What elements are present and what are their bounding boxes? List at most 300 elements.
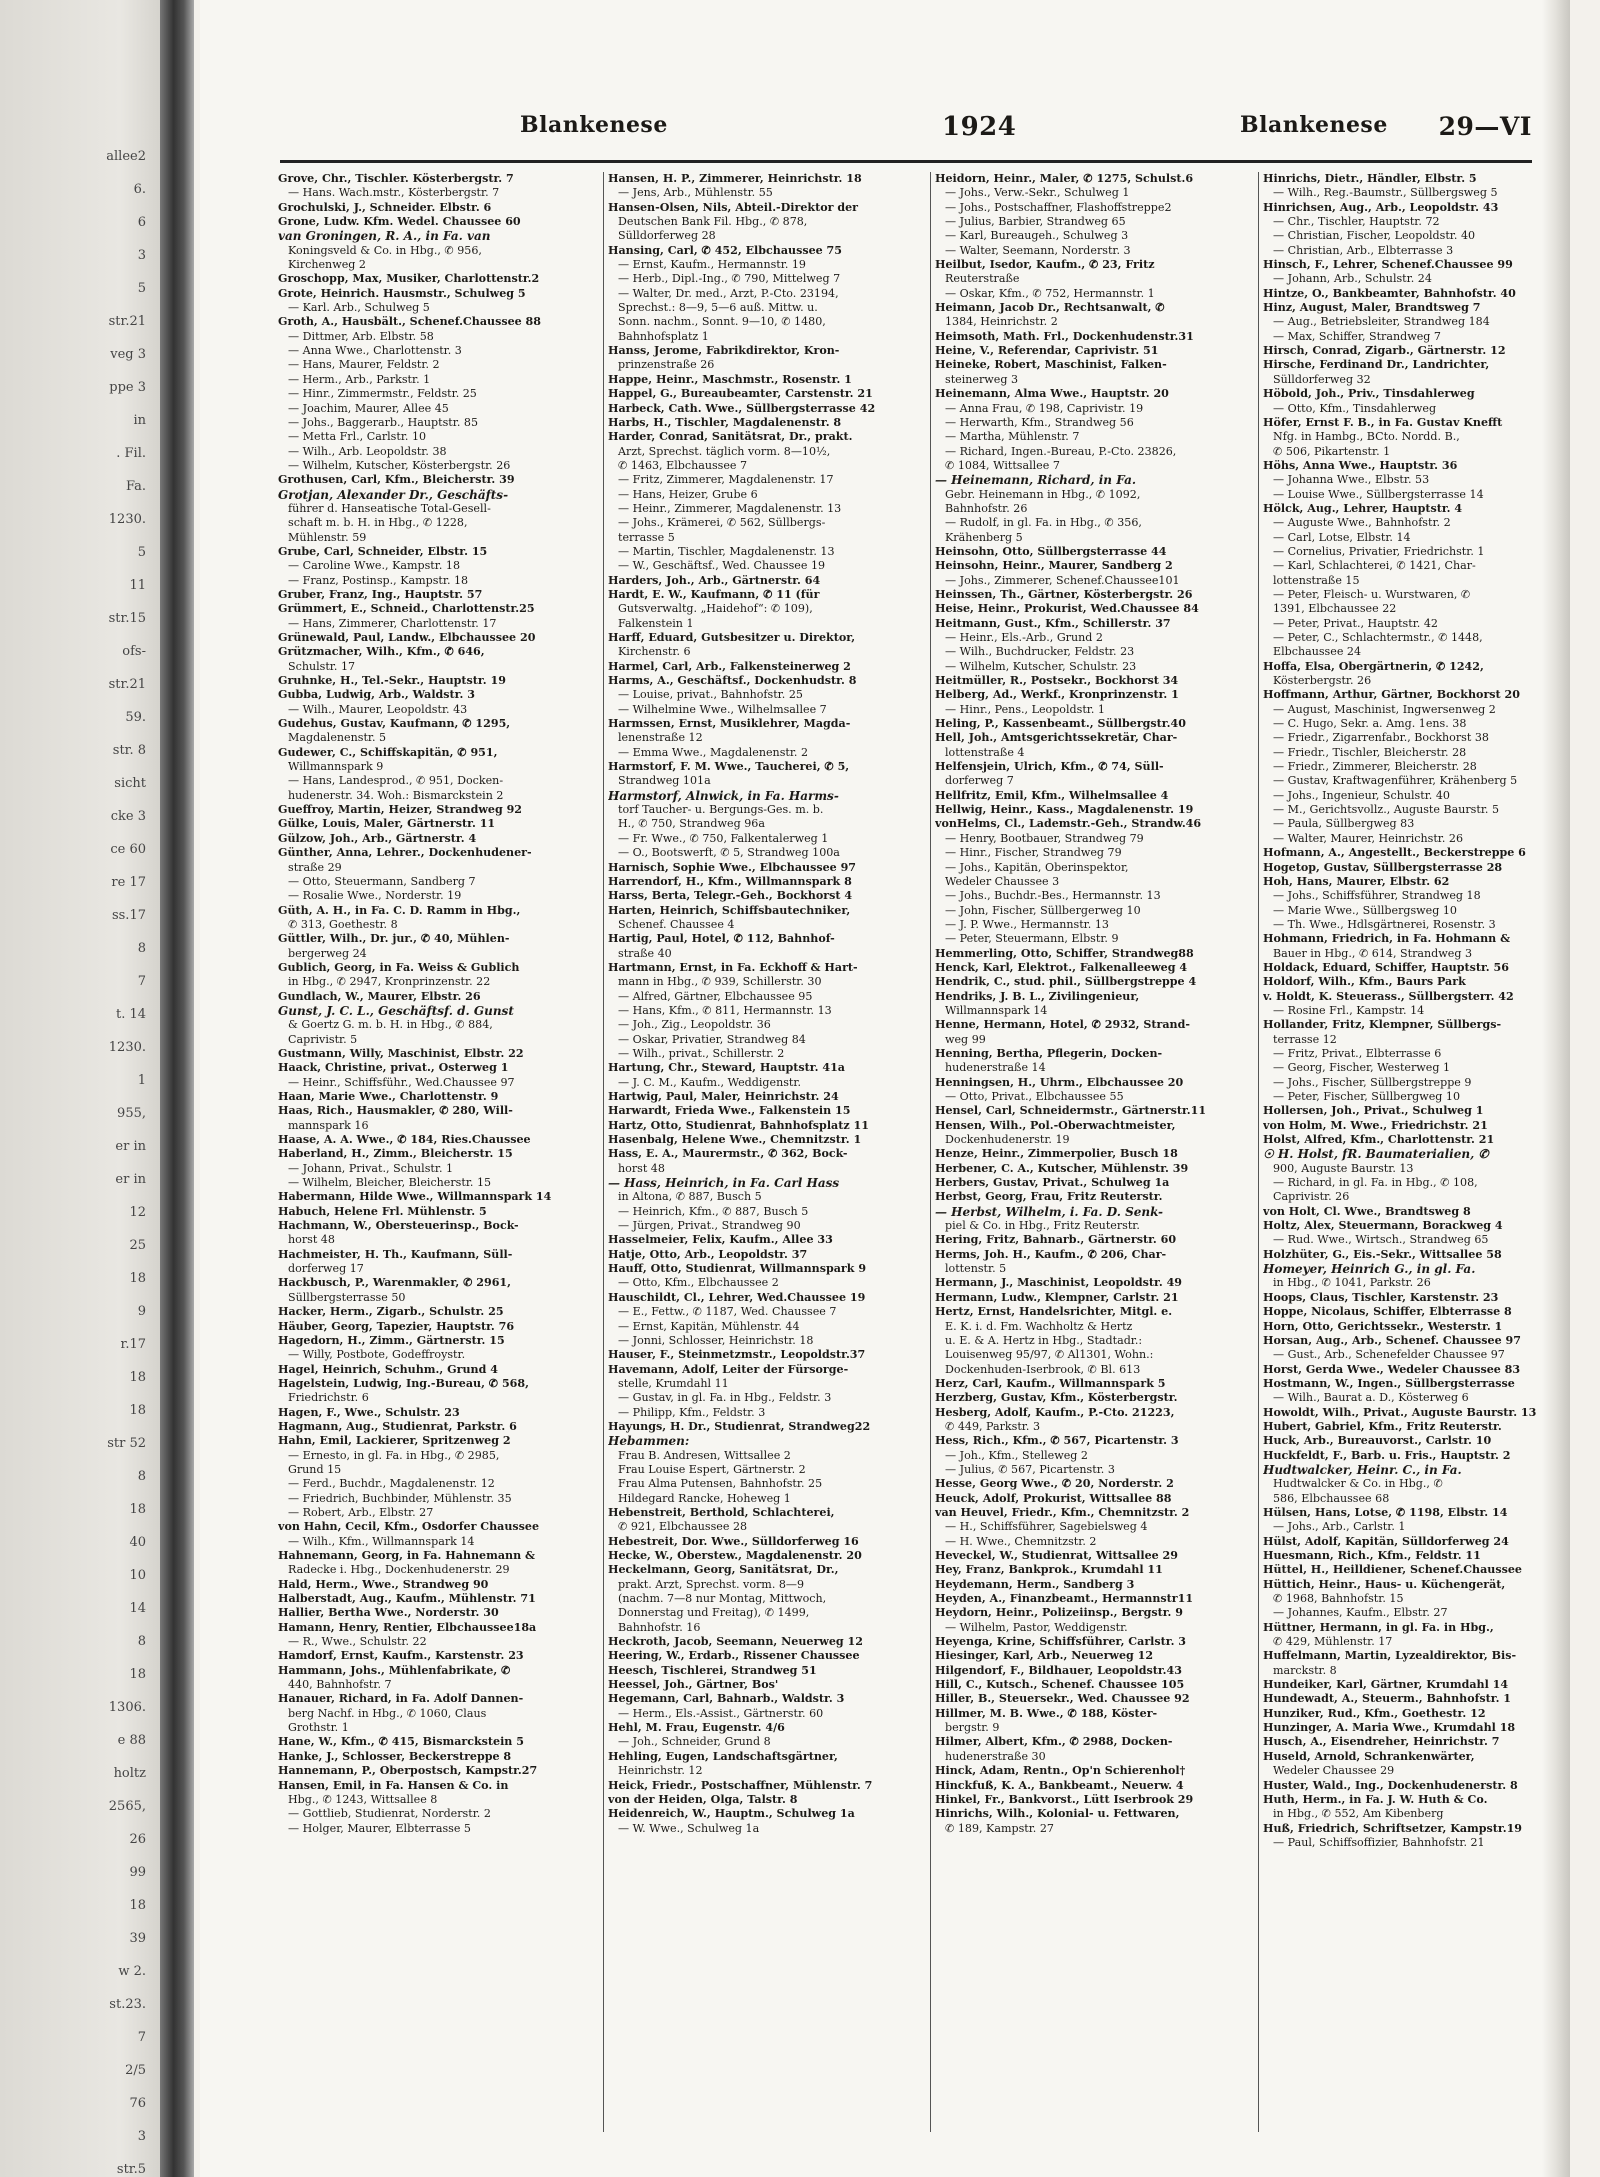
directory-entry: Heimann, Jacob Dr., Rechtsanwalt, ✆ [935,301,1165,315]
directory-entry: u. E. & A. Hertz in Hbg., Stadtadr.: [945,1333,1143,1347]
facing-page-fragment: 5 [137,281,146,296]
directory-entry: Harms, A., Geschäftsf., Dockenhudstr. 8 [608,674,857,688]
directory-entry: Radecke i. Hbg., Dockenhudenerstr. 29 [288,1563,510,1577]
directory-entry: Heinssen, Th., Gärtner, Kösterbergstr. 26 [935,587,1193,601]
directory-entry: Grochulski, J., Schneider. Elbstr. 6 [278,200,492,214]
directory-entry: Herbst, Georg, Frau, Fritz Reuterstr. [935,1190,1163,1204]
directory-entry: — Peter, Privat., Hauptstr. 42 [1273,616,1438,630]
directory-columns [278,172,1578,2132]
directory-entry: Heinrichstr. 12 [618,1764,703,1778]
directory-entry: Hostmann, W., Ingen., Süllbergsterrasse [1263,1376,1515,1390]
directory-entry: Dockenhuden-Iserbrook, ✆ Bl. 613 [945,1362,1141,1376]
directory-entry: Bauer in Hbg., ✆ 614, Strandweg 3 [1273,946,1472,960]
directory-entry: Herzberg, Gustav, Kfm., Kösterbergstr. [935,1391,1178,1405]
directory-entry: Hehling, Eugen, Landschaftsgärtner, [608,1749,838,1763]
directory-entry: — Rud. Wwe., Wirtsch., Strandweg 65 [1273,1233,1489,1247]
directory-entry: Holst, Alfred, Kfm., Charlottenstr. 21 [1263,1133,1495,1147]
directory-entry: — Wilh., Arb. Leopoldstr. 38 [288,444,447,458]
directory-entry: lottenstr. 5 [945,1262,1007,1276]
directory-entry: führer d. Hanseatische Total-Gesell- [288,501,491,515]
directory-entry: Hartung, Chr., Steward, Hauptstr. 41a [608,1061,845,1075]
directory-entry: Grothusen, Carl, Kfm., Bleicherstr. 39 [278,473,515,487]
directory-entry: Hebenstreit, Berthold, Schlachterei, [608,1505,835,1519]
directory-entry: — Friedr., Tischler, Bleicherstr. 28 [1273,745,1467,759]
directory-entry: horst 48 [618,1161,665,1175]
directory-column-2 [603,172,926,2132]
directory-entry: Heydemann, Herm., Sandberg 3 [935,1577,1135,1591]
directory-entry: hudenerstraße 14 [945,1061,1046,1075]
directory-entry: — Emma Wwe., Magdalenenstr. 2 [618,745,809,759]
directory-entry: von Hahn, Cecil, Kfm., Osdorfer Chaussee [278,1520,540,1534]
directory-entry: Reuterstraße [945,272,1020,286]
facing-page-fragment: 99 [129,1865,146,1880]
directory-entry: Heinemann, Alma Wwe., Hauptstr. 20 [935,387,1169,401]
directory-entry: Hendriks, J. B. L., Zivilingenieur, [935,989,1140,1003]
directory-entry: — Anna Frau, ✆ 198, Caprivistr. 19 [945,401,1144,415]
directory-entry: Heckroth, Jacob, Seemann, Neuerweg 12 [608,1635,863,1649]
facing-page-fragment: 10 [129,1568,146,1583]
directory-entry: 586, Elbchaussee 68 [1273,1491,1390,1505]
directory-entry: — Ernst, Kapitän, Mühlenstr. 44 [618,1319,800,1333]
directory-entry: Huth, Herm., in Fa. J. W. Huth & Co. [1263,1792,1488,1806]
directory-entry: Hahnemann, Georg, in Fa. Hahnemann & [278,1549,536,1562]
directory-entry: Hermann, J., Maschinist, Leopoldstr. 49 [935,1276,1183,1290]
directory-entry: — Johs., Zimmerer, Schenef.Chaussee101 [945,573,1180,587]
directory-entry: Holzhüter, G., Eis.-Sekr., Wittsallee 58 [1263,1247,1502,1261]
directory-entry: — Wilhelm, Kutscher, Schulstr. 23 [945,659,1137,673]
directory-entry: Hess, Rich., Kfm., ✆ 567, Picartenstr. 3 [935,1434,1179,1448]
directory-entry: von Holt, Cl. Wwe., Brandtsweg 8 [1263,1204,1471,1218]
directory-entry: — Otto, Kfm., Tinsdahlerweg [1273,401,1437,415]
directory-entry: berg Nachf. in Hbg., ✆ 1060, Claus [288,1706,487,1720]
directory-entry: Hinrichs, Dietr., Händler, Elbstr. 5 [1263,172,1477,185]
header-locality-right: Blankenese [1240,112,1388,138]
directory-entry: (nachm. 7—8 nur Montag, Mittwoch, [618,1592,827,1606]
directory-entry: Hensel, Carl, Schneidermstr., Gärtnerstr.11 [935,1104,1207,1118]
directory-entry: Gudewer, C., Schiffskapitän, ✆ 951, [278,745,498,759]
directory-entry: Heyden, A., Finanzbeamt., Hermannstr11 [935,1592,1194,1606]
book-gutter [160,0,194,2177]
directory-entry: Hiesinger, Karl, Arb., Neuerweg 12 [935,1649,1154,1663]
directory-entry: — Martin, Tischler, Magdalenenstr. 13 [618,544,835,558]
facing-page-fragment: in [133,413,146,428]
directory-entry: Hecke, W., Oberstew., Magdalenenstr. 20 [608,1549,862,1562]
directory-entry: Henningsen, H., Uhrm., Elbchaussee 20 [935,1075,1184,1089]
directory-entry: — Christian, Arb., Elbterrasse 3 [1273,243,1454,257]
directory-entry: Grote, Heinrich. Hausmstr., Schulweg 5 [278,286,526,300]
directory-entry: ✆ 449, Parkstr. 3 [945,1419,1041,1433]
directory-entry: piel & Co. in Hbg., Fritz Reuterstr. [945,1219,1140,1233]
directory-entry: Harder, Conrad, Sanitätsrat, Dr., prakt. [608,430,853,444]
facing-page-fragment: 1 [137,1073,146,1088]
directory-entry: Hachmeister, H. Th., Kaufmann, Süll- [278,1247,513,1261]
directory-entry: — Karl, Schlachterei, ✆ 1421, Char- [1273,559,1476,573]
directory-entry: — Julius, ✆ 567, Picartenstr. 3 [945,1462,1115,1476]
directory-entry: Halberstadt, Aug., Kaufm., Mühlenstr. 71 [278,1592,536,1606]
directory-entry: — Wilhelm, Bleicher, Bleicherstr. 15 [288,1176,492,1190]
directory-entry: — Fritz, Privat., Elbterrasse 6 [1273,1046,1442,1060]
facing-page-fragment: w 2. [118,1964,146,1979]
facing-page-fragment: t. 14 [115,1007,146,1022]
directory-entry: Groschopp, Max, Musiker, Charlottenstr.2 [278,272,540,286]
facing-page-fragment: 7 [137,974,146,989]
directory-entry: Harbeck, Cath. Wwe., Süllbergsterrasse 42 [608,401,876,415]
directory-entry: Hell, Joh., Amtsgerichtssekretär, Char- [935,731,1178,745]
facing-page-fragment: sicht [114,776,146,791]
directory-entry: Heinsohn, Otto, Süllbergsterrasse 44 [935,544,1167,558]
directory-entry: Grotjan, Alexander Dr., Geschäfts- [278,487,509,502]
directory-entry: Havemann, Adolf, Leiter der Fürsorge- [608,1362,849,1376]
directory-entry: Huseld, Arnold, Schrankenwärter, [1263,1749,1475,1763]
directory-entry: Günther, Anna, Lehrer., Dockenhudener- [278,846,532,860]
directory-entry: — Wilhelmine Wwe., Wilhelmsallee 7 [618,702,827,716]
directory-entry: Hanauer, Richard, in Fa. Adolf Dannen- [278,1692,524,1706]
directory-entry: Hauser, F., Steinmetzmstr., Leopoldstr.37 [608,1348,866,1362]
directory-entry: — Ferd., Buchdr., Magdalenenstr. 12 [288,1477,495,1491]
directory-entry: Sonn. nachm., Sonnt. 9—10, ✆ 1480, [618,315,826,329]
directory-entry: — Johs., Fischer, Süllbergstreppe 9 [1273,1075,1472,1089]
directory-entry: — Oskar, Kfm., ✆ 752, Hermannstr. 1 [945,286,1155,300]
facing-page-fragment: 14 [129,1601,146,1616]
directory-entry: Sprechst.: 8—9, 5—6 auß. Mittw. u. [618,301,818,315]
directory-entry: prinzenstraße 26 [618,358,715,372]
directory-entry: Harmssen, Ernst, Musiklehrer, Magda- [608,717,851,731]
facing-page-fragment: 18 [129,1898,146,1913]
directory-entry: Elbchaussee 24 [1273,645,1362,659]
directory-entry: — Wilh., Maurer, Leopoldstr. 43 [288,702,468,716]
directory-entry: Arzt, Sprechst. täglich vorm. 8—10½, [618,444,831,458]
directory-entry: Husch, A., Eisendreher, Heinrichstr. 7 [1263,1735,1500,1749]
directory-entry: Hane, W., Kfm., ✆ 415, Bismarckstein 5 [278,1735,524,1749]
directory-entry: — Heinr., Els.-Arb., Grund 2 [945,631,1103,644]
directory-entry: — M., Gerichtsvollz., Auguste Baurstr. 5 [1273,803,1500,817]
directory-entry: — Hass, Heinrich, in Fa. Carl Hass [608,1176,840,1191]
facing-page-fragment: 18 [129,1370,146,1385]
directory-entry: Herz, Carl, Kaufm., Willmannspark 5 [935,1376,1166,1390]
facing-page-fragment: 1230. [108,512,146,527]
facing-page-fragment: str. 8 [112,743,146,758]
directory-entry: Friedrichstr. 6 [288,1391,369,1405]
header-locality-left: Blankenese [520,112,668,138]
directory-entry: Hamann, Henry, Rentier, Elbchaussee18a [278,1620,537,1634]
directory-entry: von Holm, M. Wwe., Friedrichstr. 21 [1263,1118,1488,1132]
directory-entry: Heessel, Joh., Gärtner, Bos' [608,1678,779,1692]
directory-entry: — Hans, Heizer, Grube 6 [618,487,758,501]
directory-entry: Nfg. in Hambg., BCto. Nordd. B., [1273,430,1460,444]
facing-page-fragment: er in [115,1172,146,1187]
directory-entry: Gustmann, Willy, Maschinist, Elbstr. 22 [278,1046,524,1060]
directory-entry: ✆ 1084, Wittsallee 7 [945,458,1060,472]
directory-entry: — Herwarth, Kfm., Strandweg 56 [945,415,1134,429]
directory-entry: Huckfeldt, F., Barb. u. Fris., Hauptstr. 2 [1263,1448,1511,1462]
directory-entry: Harrendorf, H., Kfm., Willmannspark 8 [608,874,852,888]
directory-entry: Harff, Eduard, Gutsbesitzer u. Direktor, [608,631,856,644]
directory-entry: Hamdorf, Ernst, Kaufm., Karstenstr. 23 [278,1649,524,1663]
facing-page-fragment: 18 [129,1403,146,1418]
directory-entry: — Cornelius, Privatier, Friedrichstr. 1 [1273,544,1485,558]
directory-entry: dorferweg 7 [945,774,1014,788]
directory-entry: in Hbg., ✆ 552, Am Kibenberg [1273,1807,1444,1821]
directory-entry: Hinck, Adam, Rentn., Op'n Schierenhol† [935,1764,1186,1778]
directory-entry: Hofmann, A., Angestellt., Beckerstreppe 6 [1263,846,1526,860]
directory-entry: Höbold, Joh., Priv., Tinsdahlerweg [1263,387,1475,401]
directory-entry: — Johs., Baggerarb., Hauptstr. 85 [288,415,478,429]
facing-page-fragment: 18 [129,1271,146,1286]
directory-entry: Hirsche, Ferdinand Dr., Landrichter, [1263,358,1490,372]
directory-entry: Hinz, August, Maler, Brandtsweg 7 [1263,301,1481,315]
directory-entry: v. Holdt, K. Steuerass., Süllbergsterr. 42 [1263,989,1514,1003]
directory-entry: Hehl, M. Frau, Eugenstr. 4/6 [608,1721,785,1735]
directory-entry: Höfer, Ernst F. B., in Fa. Gustav Knefft [1263,415,1503,429]
directory-entry: — Jürgen, Privat., Strandweg 90 [618,1219,801,1233]
directory-entry: Hensen, Wilh., Pol.-Oberwachtmeister, [935,1118,1176,1132]
directory-entry: — Joh., Schneider, Grund 8 [618,1735,771,1749]
directory-entry: — Fritz, Zimmerer, Magdalenenstr. 17 [618,473,834,487]
directory-entry: Grünewald, Paul, Landw., Elbchaussee 20 [278,631,536,644]
directory-entry: Hallier, Bertha Wwe., Norderstr. 30 [278,1606,499,1620]
directory-entry: Hagen, F., Wwe., Schulstr. 23 [278,1405,460,1419]
directory-entry: Bahnhofstr. 16 [618,1620,701,1634]
directory-entry: — Hinr., Fischer, Strandweg 79 [945,846,1122,860]
directory-entry: Horn, Otto, Gerichtssekr., Westerstr. 1 [1263,1319,1503,1333]
directory-entry: Huffelmann, Martin, Lyzealdirektor, Bis- [1263,1649,1517,1663]
facing-page-fragment: str.21 [108,677,146,692]
directory-entry: Gublich, Georg, in Fa. Weiss & Gublich [278,960,520,974]
directory-entry: Donnerstag und Freitag), ✆ 1499, [618,1606,810,1620]
directory-entry: weg 99 [945,1032,986,1046]
directory-entry: — H. Wwe., Chemnitzstr. 2 [945,1534,1097,1548]
directory-entry: Hebestreit, Dor. Wwe., Sülldorferweg 16 [608,1534,859,1548]
directory-entry: — Louise, privat., Bahnhofstr. 25 [618,688,803,702]
directory-entry: — Peter, C., Schlachtermstr., ✆ 1448, [1273,631,1483,644]
directory-entry: Hackbusch, P., Warenmakler, ✆ 2961, [278,1276,512,1290]
directory-entry: — Dittmer, Arb. Elbstr. 58 [288,329,434,343]
facing-page-fragment: ppe 3 [109,380,146,395]
directory-entry: Hatje, Otto, Arb., Leopoldstr. 37 [608,1247,808,1261]
directory-entry: Hülst, Adolf, Kapitän, Sülldorferweg 24 [1263,1534,1509,1548]
directory-entry: — Holger, Maurer, Elbterrasse 5 [288,1821,471,1835]
directory-entry: — Jens, Arb., Mühlenstr. 55 [618,186,773,200]
directory-entry: Henning, Bertha, Pflegerin, Docken- [935,1046,1163,1060]
directory-entry: Hilmer, Albert, Kfm., ✆ 2988, Docken- [935,1735,1173,1749]
directory-entry: ✆ 313, Goethestr. 8 [288,917,398,931]
directory-entry: — Jonni, Schlosser, Heinrichstr. 18 [618,1333,814,1347]
directory-entry: — Joh., Zig., Leopoldstr. 36 [618,1018,771,1032]
directory-entry: Holtz, Alex, Steuermann, Borackweg 4 [1263,1219,1503,1233]
directory-entry: hudenerstraße 30 [945,1749,1046,1763]
directory-entry: Haberland, H., Zimm., Bleicherstr. 15 [278,1147,513,1161]
directory-entry: — Ernesto, in gl. Fa. in Hbg., ✆ 2985, [288,1448,500,1462]
directory-entry: straße 29 [288,860,342,874]
directory-entry: Frau B. Andresen, Wittsallee 2 [618,1448,791,1462]
directory-entry: Hagmann, Aug., Studienrat, Parkstr. 6 [278,1419,517,1433]
directory-entry: Herbener, C. A., Kutscher, Mühlenstr. 39 [935,1161,1189,1175]
directory-entry: 900, Auguste Baurstr. 13 [1273,1161,1414,1175]
directory-entry: — Paul, Schiffsoffizier, Bahnhofstr. 21 [1273,1835,1485,1849]
directory-entry: — Richard, in gl. Fa. in Hbg., ✆ 108, [1273,1176,1478,1190]
directory-entry: Hass, E. A., Maurermstr., ✆ 362, Bock- [608,1147,848,1161]
directory-entry: — Johann, Privat., Schulstr. 1 [288,1161,454,1175]
directory-entry: Hagedorn, H., Zimm., Gärtnerstr. 15 [278,1333,505,1347]
directory-entry: Heering, W., Erdarb., Rissener Chaussee [608,1649,860,1663]
directory-entry: Heckelmann, Georg, Sanitätsrat, Dr., [608,1563,839,1577]
directory-entry: — Heinrich, Kfm., ✆ 887, Busch 5 [618,1204,809,1218]
directory-entry: — Friedrich, Buchbinder, Mühlenstr. 35 [288,1491,512,1505]
directory-entry: prakt. Arzt, Sprechst. vorm. 8—9 [618,1577,805,1591]
directory-entry: Hagelstein, Ludwig, Ing.-Bureau, ✆ 568, [278,1376,529,1390]
directory-entry: hudenerstr. 34. Woh.: Bismarckstein 2 [288,788,504,802]
directory-entry: Heitmann, Gust., Kfm., Schillerstr. 37 [935,616,1171,630]
directory-entry: — Herbst, Wilhelm, i. Fa. D. Senk- [935,1204,1163,1219]
directory-entry: Hey, Franz, Bankprok., Krumdahl 11 [935,1563,1163,1577]
directory-entry: Hinckfuß, K. A., Bankbeamt., Neuerw. 4 [935,1778,1184,1792]
directory-entry: Gundlach, W., Maurer, Elbstr. 26 [278,989,481,1003]
directory-entry: Grove, Chr., Tischler. Kösterbergstr. 7 [278,172,514,185]
directory-entry: Harten, Heinrich, Schiffsbautechniker, [608,903,851,917]
directory-entry: Gueffroy, Martin, Heizer, Strandweg 92 [278,803,523,817]
directory-entry: & Goertz G. m. b. H. in Hbg., ✆ 884, [288,1018,493,1032]
directory-entry: Hellwig, Heinr., Kass., Magdalenenstr. 19 [935,803,1194,817]
directory-entry: ✆ 429, Mühlenstr. 17 [1273,1635,1393,1649]
directory-entry: — Hinr., Pens., Leopoldstr. 1 [945,702,1105,716]
directory-entry: Hildegard Rancke, Hoheweg 1 [618,1491,791,1505]
directory-entry: Hellfritz, Emil, Kfm., Wilhelmsallee 4 [935,788,1169,802]
directory-entry: Mühlenstr. 59 [288,530,367,544]
directory-entry: Hüttich, Heinr., Haus- u. Küchengerät, [1263,1577,1506,1591]
directory-entry: Magdalenenstr. 5 [288,731,387,745]
facing-page-fragment: 8 [137,941,146,956]
directory-entry: Gutsverwaltg. „Haidehof“: ✆ 109), [618,602,813,616]
directory-entry: Hüttner, Hermann, in gl. Fa. in Hbg., [1263,1620,1494,1634]
directory-entry: Hinrichsen, Aug., Arb., Leopoldstr. 43 [1263,200,1499,214]
directory-entry: Gülke, Louis, Maler, Gärtnerstr. 11 [278,817,496,831]
directory-entry: Helberg, Ad., Werkf., Kronprinzenstr. 1 [935,688,1179,702]
directory-entry: Heling, P., Kassenbeamt., Süllbergstr.40 [935,717,1186,731]
directory-entry: — Henry, Bootbauer, Strandweg 79 [945,831,1144,845]
directory-entry: Harwardt, Frieda Wwe., Falkenstein 15 [608,1104,851,1118]
directory-entry: Hoffmann, Arthur, Gärtner, Bockhorst 20 [1263,688,1520,702]
directory-entry: — J. P. Wwe., Hermannstr. 13 [945,917,1109,931]
directory-entry: straße 40 [618,946,672,960]
directory-entry: — Hinr., Zimmermstr., Feldstr. 25 [288,387,477,401]
directory-entry: Hogetop, Gustav, Süllbergsterrasse 28 [1263,860,1503,874]
directory-entry: Hauff, Otto, Studienrat, Willmannspark 9 [608,1262,867,1276]
directory-entry: — Willy, Postbote, Godeffroystr. [288,1348,466,1362]
directory-entry: — Anna Wwe., Charlottenstr. 3 [288,344,462,358]
directory-entry: Strandweg 101a [618,774,711,788]
directory-entry: — Franz, Postinsp., Kampstr. 18 [288,573,469,587]
directory-entry: Harmstorf, Alnwick, in Fa. Harms- [608,788,839,803]
directory-entry: Hüttel, H., Heilldiener, Schenef.Chaussee [1263,1563,1522,1577]
directory-entry: Gülzow, Joh., Arb., Gärtnerstr. 4 [278,831,477,845]
directory-entry: ✆ 1463, Elbchaussee 7 [618,458,748,472]
directory-entry: — Friedr., Zimmerer, Bleicherstr. 28 [1273,760,1477,774]
directory-entry: Hoppe, Nicolaus, Schiffer, Elbterrasse 8 [1263,1305,1512,1319]
directory-entry: Harbs, H., Tischler, Magdalenenstr. 8 [608,415,842,429]
directory-entry: Hemmerling, Otto, Schiffer, Strandweg88 [935,946,1194,960]
directory-entry: Heilbut, Isedor, Kaufm., ✆ 23, Fritz [935,258,1155,272]
directory-entry: — Johs., Postschaffner, Flashoffstreppe2 [945,200,1172,214]
directory-entry: Haas, Rich., Hausmakler, ✆ 280, Will- [278,1104,513,1118]
directory-entry: Holdack, Eduard, Schiffer, Hauptstr. 56 [1263,960,1509,974]
facing-page-fragment: 2/5 [125,2063,146,2078]
directory-entry: Harmstorf, F. M. Wwe., Taucherei, ✆ 5, [608,760,850,774]
directory-entry: Hendrik, C., stud. phil., Süllbergstreppe 4 [935,975,1197,989]
facing-page-fragment: str.5 [116,2162,146,2177]
directory-entry: Hansen, Emil, in Fa. Hansen & Co. in [278,1778,509,1792]
directory-entry: — Otto, Steuermann, Sandberg 7 [288,874,476,888]
directory-entry: Herbers, Gustav, Privat., Schulweg 1a [935,1176,1170,1190]
facing-page-fragment: r.17 [120,1337,146,1352]
directory-entry: — Johs., Kapitän, Oberinspektor, [945,860,1129,874]
page-header [230,112,1532,156]
directory-entry: — Oskar, Privatier, Strandweg 84 [618,1032,806,1046]
directory-entry: Hiller, B., Steuersekr., Wed. Chaussee 92 [935,1692,1190,1706]
facing-page-fragment: e 88 [117,1733,146,1748]
directory-entry: Happe, Heinr., Maschmstr., Rosenstr. 1 [608,372,852,386]
directory-entry: Hachmann, W., Obersteuerinsp., Bock- [278,1219,519,1233]
directory-entry: Güth, A. H., in Fa. C. D. Ramm in Hbg., [278,903,521,917]
directory-entry: Hayungs, H. Dr., Studienrat, Strandweg22 [608,1419,871,1433]
directory-entry: — Gustav, in gl. Fa. in Hbg., Feldstr. 3 [618,1391,832,1405]
directory-entry: horst 48 [288,1233,335,1247]
directory-entry: Kösterbergstr. 26 [1273,674,1372,688]
directory-entry: in Hbg., ✆ 2947, Kronprinzenstr. 22 [288,975,491,989]
facing-page-fragment: ofs- [122,644,146,659]
directory-entry: Harmel, Carl, Arb., Falkensteinerweg 2 [608,659,851,673]
directory-entry: Henne, Hermann, Hotel, ✆ 2932, Strand- [935,1018,1190,1032]
directory-entry: — Karl, Bureaugeh., Schulweg 3 [945,229,1129,243]
directory-entry: Höhs, Anna Wwe., Hauptstr. 36 [1263,458,1458,472]
directory-entry: Hauschildt, Cl., Lehrer, Wed.Chaussee 19 [608,1290,866,1304]
header-year: 1924 [942,112,1017,142]
directory-entry: Huesmann, Rich., Kfm., Feldstr. 11 [1263,1549,1481,1562]
directory-entry: Hacker, Herm., Zigarb., Schulstr. 25 [278,1305,504,1319]
directory-entry: Hundewadt, A., Steuerm., Bahnhofstr. 1 [1263,1692,1512,1706]
facing-page-fragment: re 17 [111,875,146,890]
directory-entry: Hegemann, Carl, Bahnarb., Waldstr. 3 [608,1692,845,1706]
directory-entry: Haack, Christine, privat., Osterweg 1 [278,1061,509,1075]
directory-entry: Hoffa, Elsa, Obergärtnerin, ✆ 1242, [1263,659,1484,673]
directory-entry: — C. Hugo, Sekr. a. Amg. 1ens. 38 [1273,717,1467,731]
header-page-number: 29—VI [1438,112,1532,141]
facing-page-fragment: 59. [125,710,146,725]
directory-entry: dorferweg 17 [288,1262,364,1276]
directory-entry: Sülldorferweg 32 [1273,372,1371,386]
directory-entry: — Alfred, Gärtner, Elbchaussee 95 [618,989,813,1003]
directory-entry: — Hans, Zimmerer, Charlottenstr. 17 [288,616,497,630]
directory-entry: Heise, Heinr., Prokurist, Wed.Chaussee 84 [935,602,1199,616]
directory-entry: — Th. Wwe., Hdlsgärtnerei, Rosenstr. 3 [1273,917,1496,931]
facing-page-fragment: 18 [129,1502,146,1517]
directory-entry: marckstr. 8 [1273,1663,1337,1677]
directory-entry: — Gustav, Kraftwagenführer, Krähenberg 5 [1273,774,1518,788]
directory-entry: steinerweg 3 [945,372,1019,386]
directory-entry: 440, Bahnhofstr. 7 [288,1678,392,1692]
directory-entry: — Johanna Wwe., Elbstr. 53 [1273,473,1430,487]
directory-entry: — E., Fettw., ✆ 1187, Wed. Chaussee 7 [618,1305,837,1319]
directory-entry: Heyenga, Krine, Schiffsführer, Carlstr. 3 [935,1635,1187,1649]
directory-entry: 1384, Heinrichstr. 2 [945,315,1058,329]
directory-entry: — Johann, Arb., Schulstr. 24 [1273,272,1432,286]
directory-entry: — Rudolf, in gl. Fa. in Hbg., ✆ 356, [945,516,1142,530]
directory-entry: Hinkel, Fr., Bankvorst., Lütt Iserbrook 29 [935,1792,1194,1806]
directory-entry: — Johs., Schiffsführer, Strandweg 18 [1273,889,1481,903]
directory-entry: Hesse, Georg Wwe., ✆ 20, Norderstr. 2 [935,1477,1174,1491]
facing-page-fragment: 955, [117,1106,146,1121]
directory-entry: Hermann, Ludw., Klempner, Carlstr. 21 [935,1290,1179,1304]
directory-entry: 1391, Elbchaussee 22 [1273,602,1397,616]
